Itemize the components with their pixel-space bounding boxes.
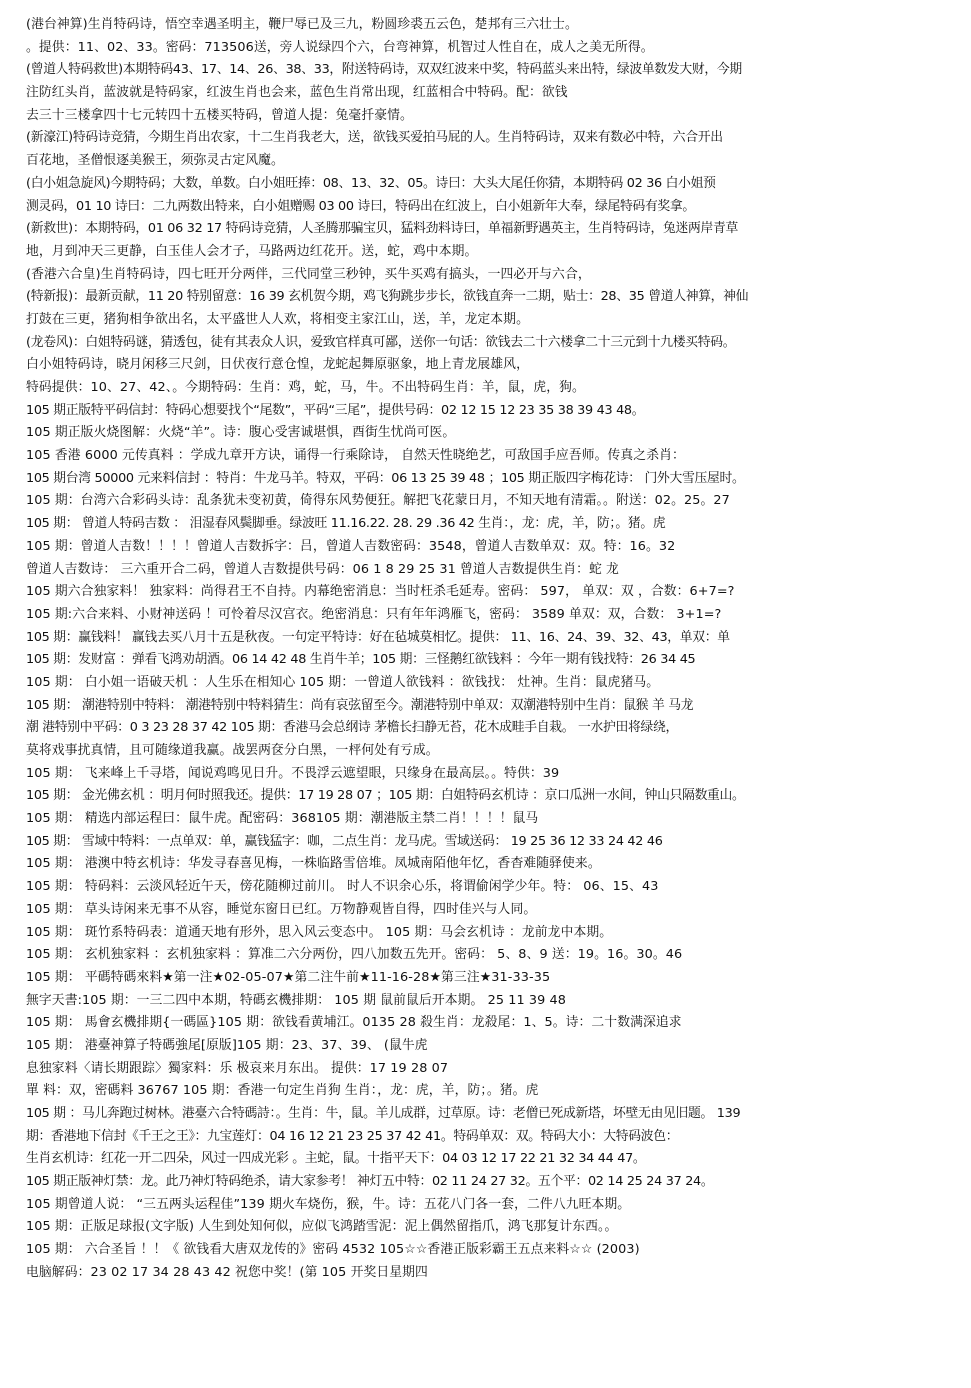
text-line-1: (港台神算)生肖特码诗，悟空幸遇圣明主，鞭尸辱已及三九，粉圆珍裘五云色，楚邦有三六壮士。 [26, 17, 578, 32]
text-line-7: 百花地，圣僧恨逐美猴王，须弥灵古定风魔。 [26, 153, 284, 169]
text-line-32: 潮 港特别中平码：0 3 23 28 37 42 105 期：香港马会总纲诗 茅檐长扫静无苔，花木成畦手自栽。 一水护田将绿绕， [26, 720, 678, 736]
text-line-21: 105 期台湾 50000 元来料信封 ：特肖：牛龙马羊。特双，平码：06 13 25 39 48 ；105 期正版四字梅花诗： 门外大雪压屋时。 [26, 470, 745, 486]
text-line-39: 105 期： 特码料：云淡风轻近午天，傍花随柳过前川。 时人不识余心乐，将谓偷闲学少年。特： 06、15、43 [26, 879, 659, 895]
text-line-17: 特码提供：10、27、42、。今期特码：生肖：鸡，蛇，马，牛。不出特码生肖：羊，鼠，虎，狗。 [26, 380, 585, 395]
text-line-26: 105 期六合独家料！ 独家料：尚得君王不自持。内幕绝密消息：当时枉杀毛延寿。密码： 597， 单双：双 ，合数：6+7=? [26, 584, 735, 600]
text-line-37: 105 期： 雪域中特料：一点单双：单，赢钱猛字：咖，二点生肖：龙马虎。雪域送码： 19 25 36 12 33 24 42 46 [26, 833, 663, 849]
text-line-5: 去三十三楼拿四十七元转四十五楼买特码，曾道人提：兔毫扦豪情。 [26, 107, 413, 123]
text-line-55: 105 期： 六合圣旨 ！！《 欲钱看大唐双龙传的》密码 4532 105☆☆香港正版彩霸王五点来料☆☆ (2003) [26, 1242, 640, 1258]
text-line-30: 105 期： 白小姐一语破天机 ：人生乐在相知心 105 期：一曾道人欲钱料 ：欲钱找： 灶神。生肖：鼠虎猪马。 [26, 674, 660, 690]
text-line-16: 白小姐特码诗，晓月闲移三尺剑，日伏夜行意仓惶，龙蛇起舞原驱象，地上青龙展雄风， [26, 357, 529, 373]
text-line-46: 105 期： 港臺神算子特碼強尾[原版]105 期：23、37、39、 (鼠牛虎 [26, 1037, 428, 1053]
text-line-9: 测灵码，01 10 诗曰：二九两数出特来，白小姐赠赐 03 00 诗曰，特码出在红波上，白小姐新年大奉，绿尾特码有奖拿。 [26, 198, 695, 214]
text-line-29: 105 期：发财富 ：弹看飞鸿劝胡酒。06 14 42 48 生肖牛羊；105 期：三怪鹅红欲钱料 ：今年一期有钱找特：26 34 45 [26, 652, 696, 668]
text-line-51: 生肖玄机诗：红花一开二四朵，风过一四成光彩 。主蛇，鼠。十指平天下：04 03 12 17 22 21 32 34 44 47。 [26, 1151, 646, 1167]
text-line-44: 無字天書:105 期：一三二四中本期，特碼玄機排期： 105 期 鼠前鼠后开本期。 25 11 39 48 [26, 992, 567, 1008]
text-line-15: (龙卷风)：白姐特码谜，猜透包，徒有其表众人识，爱致官样真可鄙，送你一句话：欲钱去二十六楼拿二十三元到十九楼买特码。 [26, 334, 736, 350]
text-line-10: (新救世)：本期特码，01 06 32 17 特码诗竞猜，人圣腾那骗宝贝，猛料劲料诗曰，单福新野遇英主，生肖特码诗，兔迷两岸青草 [26, 221, 739, 237]
text-line-53: 105 期曾道人说： “三五两头运程佳”139 期火车烧伤，猴，牛。诗：五花八门各一套，二件八九旺本期。 [26, 1196, 631, 1212]
text-line-8: (白小姐急旋风)今期特码；大数，单数。白小姐旺捧：08、13、32、05。诗曰：大头大尾任你猜，本期特码 02 36 白小姐预 [26, 175, 716, 191]
text-line-50: 期：香港地下信封《千王之王》：九宝莲灯：04 16 12 21 23 25 37 42 41。特码单双：双。特码大小：大特码波色： [26, 1128, 679, 1144]
text-line-34: 105 期： 飞来峰上千寻塔，闻说鸡鸣见日升。不畏浮云遮望眼，只缘身在最高层。。特供：39 [26, 765, 560, 781]
text-line-19: 105 期正版火烧图解：火烧“羊”。诗：腹心受害诚堪惧，酉街生忧尚可医。 [26, 425, 456, 441]
text-line-41: 105 期： 斑竹系特码表：道通天地有形外，思入风云变态中。 105 期：马会玄机诗 ：龙前龙中本期。 [26, 924, 613, 940]
text-line-27: 105 期:六合来料、小财神送码 ！可怜着尽汉宫衣。绝密消息：只有年年鸿雁飞，密码： 3589 单双：双，合数： 3+1=? [26, 606, 722, 622]
text-line-52: 105 期正版神灯禁：龙。此乃神灯特码绝杀，请大家参考！ 神灯五中特：02 11 24 27 32。五个平：02 14 25 24 37 24。 [26, 1174, 714, 1190]
text-line-3: (曾道人特码救世)本期特码43、17、14、26、38、33，附送特码诗，双双红波来中奖，特码蓝头来出特，绿波单数发大财，今期 [26, 62, 742, 78]
text-line-2: 。提供：11、02、33。密码：713506送，旁人说绿四个六，台弯神算，机智过人性自在，成人之美无所得。 [26, 39, 654, 55]
text-line-28: 105 期：赢钱料！ 赢钱去买八月十五是秋夜。一句定平特诗：好在毡城莫相忆。提供： 11、16、24、39、32、43，单双：单 [26, 629, 730, 645]
text-line-38: 105 期： 港澳中特玄机诗：华发寻春喜见梅，一株临路雪倍堆。凤城南陌他年忆，香杳难随驿使来。 [26, 856, 601, 872]
text-line-31: 105 期： 潮港特别中特料： 潮港特别中特料猜生：尚有哀弦留至今。潮港特别中单双：双潮港特别中生肖：鼠猴 羊 马龙 [26, 697, 694, 713]
text-line-45: 105 期： 馬會玄機排期{一碼區}105 期：欲钱看黄埔江。0135 28 殺生肖：龙殺尾：1、5。诗：二十数满深追求 [26, 1015, 682, 1031]
text-line-48: 單 料：双，密碼料 36767 105 期：香港一句定生肖狗 生肖：，龙：虎，羊，防；。猪。虎 [26, 1083, 539, 1099]
text-line-54: 105 期：正版足球报(文字版) 人生到处知何似，应似飞鸿踏雪泥：泥上偶然留指爪，鸿飞那复计东西。。 [26, 1219, 618, 1235]
text-line-6: (新濠江)特码诗竞猜，今期生肖出农家，十二生肖我老大，送，欲钱买爱拍马屁的人。生肖特码诗，双来有数必中特，六合开出 [26, 130, 723, 146]
text-line-36: 105 期： 精选内部运程曰：鼠牛虎。配密码：368105 期：潮港版主禁二肖！！！！鼠马 [26, 811, 539, 827]
text-line-42: 105 期： 玄机独家料 ：玄机独家料 ：算准二六分两份，四八加数五先开。密码： 5、8、9 送：19。16。30。46 [26, 947, 683, 963]
text-line-14: 打鼓在三更，猪狗相争欲出名，太平盛世人人欢，将相变主家江山，送，羊，龙定本期。 [26, 311, 529, 327]
text-line-18: 105 期正版特平码信封：特码心想要找个“尾数”，平码“三尾”，提供号码：02 12 15 12 23 35 38 39 43 48。 [26, 402, 645, 418]
text-line-56: 电脑解码：23 02 17 34 28 43 42 祝您中奖！(第 105 开奖日星期四 [26, 1264, 428, 1280]
text-line-35: 105 期： 金光佛玄机 ：明月何时照我还。提供：17 19 28 07 ；105 期：白姐特码玄机诗 ：京口瓜洲一水间，钟山只隔数重山。 [26, 788, 745, 804]
text-line-13: (特新报)：最新贡献，11 20 特别留意：16 39 玄机贺今期，鸡飞狗跳步步长，欲钱直奔一二期，贴士：28、35 曾道人神算，神仙 [26, 289, 749, 305]
text-line-40: 105 期： 草头诗闲来无事不从容，睡觉东窗日已红。万物静观皆自得，四时佳兴与人同。 [26, 901, 537, 917]
text-line-22: 105 期：台湾六合彩码头诗：乱条犹未变初黄，倚得东风势便狂。解把飞花蒙日月，不知天地有清霜。。附送：02。25。27 [26, 493, 730, 509]
text-line-20: 105 香港 6000 元传真料 ：学成九章开方诀，诵得一行乘除诗， 自然天性晓绝艺，可敌国手应吾师。传真之杀肖： [26, 448, 685, 464]
text-line-4: 注防红头肖，蓝波就是特码家，红波生肖也会来，蓝色生肖常出现，红蓝相合中特码。配：欲钱 [26, 85, 568, 101]
text-line-23: 105 期： 曾道人特码吉数 ： 泪湿春风鬓脚垂。绿波旺 11.16.22. 28. 29 .36 42 生肖：，龙：虎，羊，防；。猪。虎 [26, 516, 666, 532]
text-line-12: (香港六合皇)生肖特码诗，四七旺开分两伴，三代同堂三秒钟，买牛买鸡有搞头，一四必开与六合， [26, 266, 591, 282]
text-line-47: 息独家料〈请长期跟踪〉獨家料：乐 极哀来月东出。 提供：17 19 28 07 [26, 1060, 449, 1076]
text-line-49: 105 期 ：马儿奔跑过树林。港臺六合特碼詩：。生肖：牛，鼠。羊儿成群，过草原。诗：老僧已死成新塔，坏壁无由见旧题。 139 [26, 1106, 741, 1121]
text-line-33: 莫将戏事扰真情，且可随缘道我赢。战罢两奁分白黑，一枰何处有亏成。 [26, 743, 439, 758]
text-line-24: 105 期：曾道人吉数！！！！曾道人吉数拆字：吕，曾道人吉数密码：3548，曾道人吉数单双：双。特：16。32 [26, 538, 676, 554]
text-line-25: 曾道人吉数诗： 三六重开合二码，曾道人吉数提供号码：06 1 8 29 25 31 曾道人吉数提供生肖：蛇 龙 [26, 561, 619, 577]
text-line-43: 105 期： 平碼特碼來料★第一注★02-05-07★第二注牛前★11-16-28★第三注★31-33-35 [26, 969, 551, 985]
text-line-11: 地，月到冲天三更静，白玉佳人会才子，马路两边红花开。送，蛇，鸡中本期。 [26, 243, 478, 259]
